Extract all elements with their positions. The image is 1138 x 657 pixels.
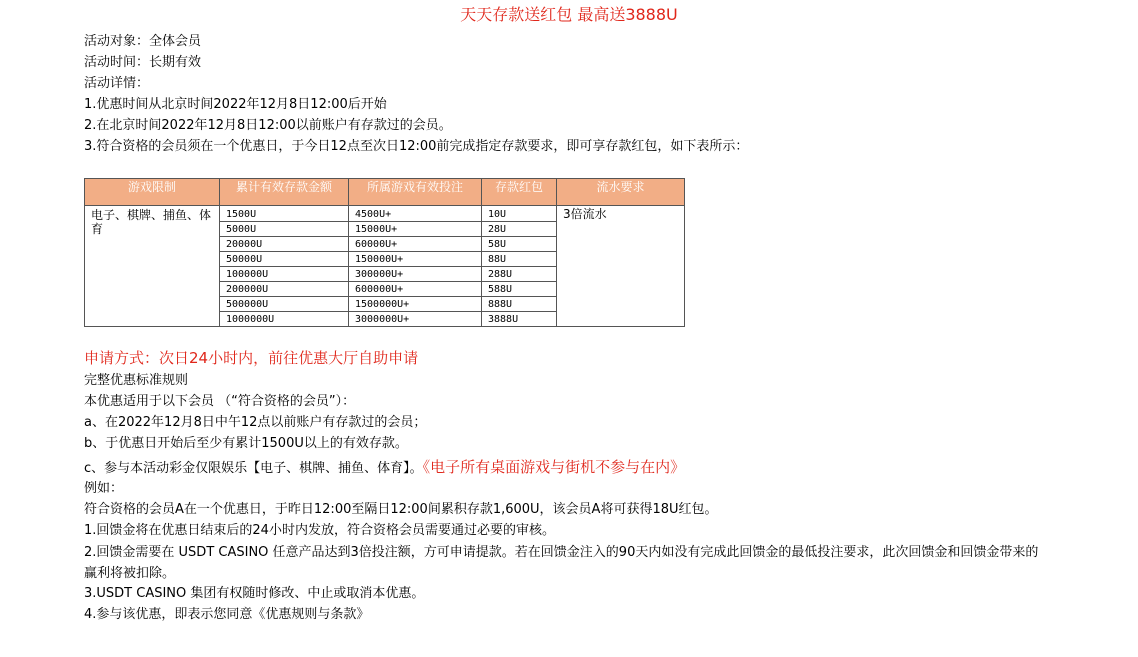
detail-1: 1.优惠时间从北京时间2022年12月8日12:00后开始 — [84, 97, 387, 112]
table-row — [85, 206, 685, 222]
apply-method: 申请方式：次日24小时内，前往优惠大厅自助申请 — [84, 349, 419, 367]
deposit-cell: 50000U — [220, 252, 349, 267]
example-text: 符合资格的会员A在一个优惠日，于昨日12:00至隔日12:00间累积存款1,600U，该会员A将可获得18U红包。 — [84, 502, 718, 517]
bet-cell: 600000U+ — [349, 282, 482, 297]
bet-cell: 1500000U+ — [349, 297, 482, 312]
header-turnover: 流水要求 — [557, 179, 685, 206]
bet-cell: 150000U+ — [349, 252, 482, 267]
deposit-cell: 5000U — [220, 222, 349, 237]
activity-time: 活动时间：长期有效 — [84, 55, 202, 70]
rule-2: 2.回馈金需要在 USDT CASINO 任意产品达到3倍投注额，方可申请提款。若在回馈金注入的90天内如没有完成此回馈金的最低投注要求，此次回馈金和回馈金带来的赢利将被扣除。 — [84, 545, 1039, 581]
game-limit-cell: 电子、棋牌、捕鱼、体育 — [85, 206, 220, 327]
bonus-cell: 58U — [482, 237, 557, 252]
bet-cell: 3000000U+ — [349, 312, 482, 327]
bonus-cell: 588U — [482, 282, 557, 297]
deposit-cell: 1000000U — [220, 312, 349, 327]
rule-c-text: c、参与本活动彩金仅限娱乐【电子、棋牌、捕鱼、体育】。 — [84, 461, 423, 476]
table-header-row — [85, 179, 685, 206]
page-title: 天天存款送红包 最高送3888U — [460, 5, 678, 24]
bonus-cell: 888U — [482, 297, 557, 312]
bet-cell: 15000U+ — [349, 222, 482, 237]
header-bonus: 存款红包 — [482, 179, 557, 206]
deposit-cell: 20000U — [220, 237, 349, 252]
bonus-cell: 10U — [482, 206, 557, 222]
turnover-cell: 3倍流水 — [557, 206, 685, 327]
rule-3: 3.USDT CASINO 集团有权随时修改、中止或取消本优惠。 — [84, 586, 425, 601]
deposit-cell: 500000U — [220, 297, 349, 312]
deposit-cell: 1500U — [220, 206, 349, 222]
rule-c — [84, 458, 685, 478]
bet-cell: 4500U+ — [349, 206, 482, 222]
detail-2: 2.在北京时间2022年12月8日12:00以前账户有存款过的会员。 — [84, 118, 452, 133]
bet-cell: 300000U+ — [349, 267, 482, 282]
bet-cell: 60000U+ — [349, 237, 482, 252]
activity-details-label: 活动详情： — [84, 76, 150, 91]
header-deposit: 累计有效存款金额 — [220, 179, 349, 206]
rules-intro: 本优惠适用于以下会员 （“符合资格的会员”）： — [84, 394, 356, 409]
rule-a: a、在2022年12月8日中午12点以前账户有存款过的会员； — [84, 415, 427, 430]
rule-1: 1.回馈金将在优惠日结束后的24小时内发放，符合资格会员需要通过必要的审核。 — [84, 523, 555, 538]
deposit-cell: 200000U — [220, 282, 349, 297]
detail-3: 3.符合资格的会员须在一个优惠日，于今日12点至次日12:00前完成指定存款要求，即可享存款红包，如下表所示： — [84, 139, 749, 154]
bonus-table — [84, 178, 685, 327]
rule-4: 4.参与该优惠，即表示您同意《优惠规则与条款》 — [84, 607, 370, 622]
bonus-cell: 28U — [482, 222, 557, 237]
bonus-cell: 88U — [482, 252, 557, 267]
header-game-limit: 游戏限制 — [85, 179, 220, 206]
rules-heading: 完整优惠标准规则 — [84, 373, 189, 388]
header-bet: 所属游戏有效投注 — [349, 179, 482, 206]
deposit-cell: 100000U — [220, 267, 349, 282]
activity-target: 活动对象：全体会员 — [84, 34, 202, 49]
bonus-cell: 288U — [482, 267, 557, 282]
example-label: 例如： — [84, 481, 124, 496]
rule-c-exclusion: 《电子所有桌面游戏与街机不参与在内》 — [422, 458, 686, 476]
bonus-cell: 3888U — [482, 312, 557, 327]
rule-b: b、于优惠日开始后至少有累计1500U以上的有效存款。 — [84, 436, 408, 451]
